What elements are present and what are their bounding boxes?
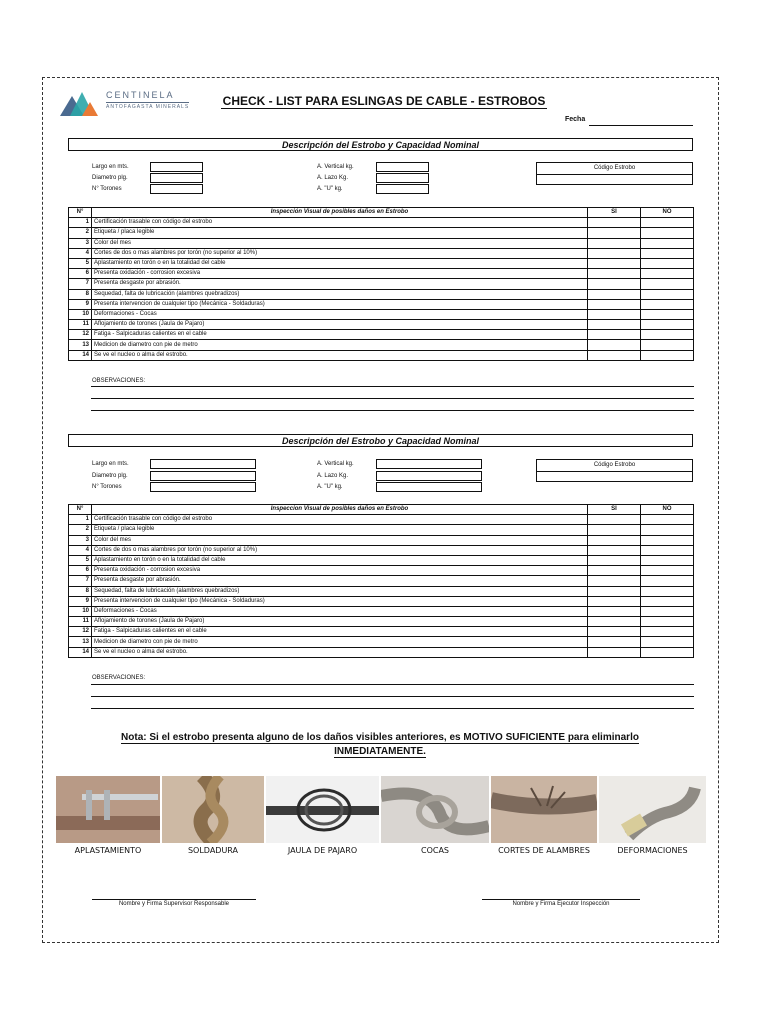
- document-title: CHECK - LIST PARA ESLINGAS DE CABLE - ESTROBOS: [222, 94, 546, 108]
- table-row: [69, 340, 694, 350]
- label-torones: N° Torones: [92, 186, 122, 192]
- table-row: [69, 279, 694, 289]
- row-number: 1: [69, 218, 92, 228]
- input-diametro[interactable]: [150, 173, 203, 183]
- row-description: Color del mes: [92, 238, 588, 248]
- si-checkbox[interactable]: [588, 289, 641, 299]
- no-checkbox[interactable]: [641, 350, 694, 360]
- no-checkbox[interactable]: [641, 218, 694, 228]
- col-desc-header: Inspección Visual de posibles daños en Estrobo: [92, 208, 588, 218]
- table-row: [69, 627, 694, 637]
- row-description: Certificación trasable con código del estrobo: [92, 218, 588, 228]
- no-checkbox[interactable]: [641, 299, 694, 309]
- row-description: Aplastamiento en torón o en la totalidad del cable: [92, 555, 588, 565]
- caption-aplastamiento: APLASTAMIENTO: [74, 846, 142, 855]
- row-number: 10: [69, 606, 92, 616]
- si-checkbox[interactable]: [588, 258, 641, 268]
- si-checkbox[interactable]: [588, 606, 641, 616]
- label-diametro: Diametro plg.: [92, 175, 128, 181]
- caption-jaula-de-pajaro: JAULA DE PAJARO: [287, 846, 358, 855]
- signature-supervisor-line[interactable]: [92, 899, 256, 900]
- no-checkbox[interactable]: [641, 555, 694, 565]
- label-diametro: Diametro plg.: [92, 473, 128, 479]
- input-vertical[interactable]: [376, 459, 482, 469]
- row-number: 14: [69, 350, 92, 360]
- row-number: 8: [69, 586, 92, 596]
- caption-cocas: COCAS: [420, 846, 450, 855]
- observaciones-label: OBSERVACIONES:: [92, 378, 146, 384]
- row-description: Cortes de dos o mas alambres por torón (no superior al 10%): [92, 545, 588, 555]
- label-lazo: A. Lazo Kg.: [317, 175, 349, 181]
- si-checkbox[interactable]: [588, 218, 641, 228]
- table-row: [69, 647, 694, 657]
- row-number: 5: [69, 555, 92, 565]
- no-checkbox[interactable]: [641, 320, 694, 330]
- si-checkbox[interactable]: [588, 269, 641, 279]
- input-u[interactable]: [376, 184, 429, 194]
- si-checkbox[interactable]: [588, 647, 641, 657]
- row-description: Presenta desgaste por abrasión.: [92, 576, 588, 586]
- input-largo[interactable]: [150, 162, 203, 172]
- si-checkbox[interactable]: [588, 545, 641, 555]
- table-row: [69, 228, 694, 238]
- table-row: [69, 555, 694, 565]
- table-row: [69, 330, 694, 340]
- row-number: 3: [69, 238, 92, 248]
- si-checkbox[interactable]: [588, 525, 641, 535]
- codigo-estrobo-label: Código Estrobo: [537, 163, 692, 175]
- row-number: 9: [69, 596, 92, 606]
- no-checkbox[interactable]: [641, 228, 694, 238]
- label-vertical: A. Vertical kg.: [317, 164, 354, 170]
- input-torones[interactable]: [150, 482, 256, 492]
- row-description: Sequedad, falta de lubricación (alambres quebradizos): [92, 586, 588, 596]
- fecha-field[interactable]: [589, 125, 693, 126]
- no-checkbox[interactable]: [641, 279, 694, 289]
- si-checkbox[interactable]: [588, 320, 641, 330]
- table-row: [69, 566, 694, 576]
- col-num-header: N°: [69, 505, 92, 515]
- no-checkbox[interactable]: [641, 535, 694, 545]
- si-checkbox[interactable]: [588, 350, 641, 360]
- input-diametro[interactable]: [150, 471, 256, 481]
- row-number: 8: [69, 289, 92, 299]
- si-checkbox[interactable]: [588, 299, 641, 309]
- row-description: Fatiga - Salpicaduras calientes en el cable: [92, 627, 588, 637]
- signature-ejecutor-line[interactable]: [482, 899, 640, 900]
- no-checkbox[interactable]: [641, 525, 694, 535]
- si-checkbox[interactable]: [588, 340, 641, 350]
- table-row: [69, 535, 694, 545]
- codigo-estrobo-box[interactable]: [536, 459, 693, 482]
- input-vertical[interactable]: [376, 162, 429, 172]
- input-lazo[interactable]: [376, 471, 482, 481]
- col-si-header: SI: [588, 505, 641, 515]
- row-description: Presenta oxidación - corrosion excesiva: [92, 566, 588, 576]
- table-row: [69, 515, 694, 525]
- si-checkbox[interactable]: [588, 586, 641, 596]
- table-row: [69, 299, 694, 309]
- observaciones-line[interactable]: [91, 386, 694, 387]
- row-description: Presenta intervencion de cualquier tipo (Mecánica - Soldaduras): [92, 596, 588, 606]
- row-description: Presenta desgaste por abrasión.: [92, 279, 588, 289]
- col-no-header: NO: [641, 505, 694, 515]
- broken-wires-photo-icon: [491, 776, 597, 843]
- logo-subtitle: ANTOFAGASTA MINERALS: [106, 104, 190, 110]
- row-number: 12: [69, 330, 92, 340]
- signature-ejecutor-label: Nombre y Firma Ejecutor Inspección: [512, 901, 610, 907]
- no-checkbox[interactable]: [641, 258, 694, 268]
- no-checkbox[interactable]: [641, 647, 694, 657]
- logo-name: CENTINELA: [106, 90, 175, 100]
- deformed-cable-photo-icon: [599, 776, 706, 843]
- row-number: 5: [69, 258, 92, 268]
- inspection-table-2: [68, 504, 694, 658]
- birdcage-cable-photo-icon: [266, 776, 379, 843]
- label-u: A. "U" kg.: [317, 484, 343, 490]
- caliper-cable-photo-icon: [56, 776, 160, 843]
- label-lazo: A. Lazo Kg.: [317, 473, 349, 479]
- no-checkbox[interactable]: [641, 586, 694, 596]
- no-checkbox[interactable]: [641, 566, 694, 576]
- row-description: Certificación trasable con código del estrobo: [92, 515, 588, 525]
- caption-cortes-de-alambres: CORTES DE ALAMBRES: [498, 846, 590, 855]
- col-no-header: NO: [641, 208, 694, 218]
- observaciones-line[interactable]: [91, 684, 694, 685]
- row-number: 11: [69, 320, 92, 330]
- row-description: Presenta intervencion de cualquier tipo (Mecánica - Soldaduras): [92, 299, 588, 309]
- nota-line-2: INMEDIATAMENTE.: [334, 746, 426, 757]
- no-checkbox[interactable]: [641, 627, 694, 637]
- no-checkbox[interactable]: [641, 606, 694, 616]
- si-checkbox[interactable]: [588, 228, 641, 238]
- row-number: 3: [69, 535, 92, 545]
- no-checkbox[interactable]: [641, 248, 694, 258]
- nota-warning: [80, 731, 680, 759]
- row-number: 13: [69, 637, 92, 647]
- signature-supervisor-label: Nombre y Firma Supervisor Responsable: [118, 901, 230, 907]
- observaciones-line[interactable]: [91, 708, 694, 709]
- row-number: 6: [69, 269, 92, 279]
- row-description: Sequedad, falta de lubricación (alambres quebradizos): [92, 289, 588, 299]
- row-number: 14: [69, 647, 92, 657]
- si-checkbox[interactable]: [588, 637, 641, 647]
- table-row: [69, 269, 694, 279]
- table-row: [69, 258, 694, 268]
- input-lazo[interactable]: [376, 173, 429, 183]
- no-checkbox[interactable]: [641, 269, 694, 279]
- table-row: [69, 309, 694, 319]
- row-description: Color del mes: [92, 535, 588, 545]
- row-description: Etiqueta / placa legible: [92, 525, 588, 535]
- si-checkbox[interactable]: [588, 515, 641, 525]
- input-torones[interactable]: [150, 184, 203, 194]
- nota-line-1: Nota: Si el estrobo presenta alguno de los daños visibles anteriores, es MOTIVO SUFICIENTE para eliminarlo: [121, 732, 639, 743]
- caption-soldadura: SOLDADURA: [187, 846, 239, 855]
- observaciones-line[interactable]: [91, 696, 694, 697]
- no-checkbox[interactable]: [641, 596, 694, 606]
- row-description: Se ve el nucleo o alma del estrobo.: [92, 350, 588, 360]
- si-checkbox[interactable]: [588, 555, 641, 565]
- table-row: [69, 238, 694, 248]
- si-checkbox[interactable]: [588, 627, 641, 637]
- si-checkbox[interactable]: [588, 617, 641, 627]
- table-row: [69, 525, 694, 535]
- row-number: 12: [69, 627, 92, 637]
- observaciones-label: OBSERVACIONES:: [92, 675, 146, 681]
- row-description: Fatiga - Salpicaduras calientes en el cable: [92, 330, 588, 340]
- label-largo: Largo en mts.: [92, 461, 129, 467]
- row-number: 2: [69, 228, 92, 238]
- codigo-estrobo-label: Código Estrobo: [537, 460, 692, 472]
- no-checkbox[interactable]: [641, 576, 694, 586]
- row-description: Aflojamiento de torones (Jaula de Pajaro): [92, 320, 588, 330]
- kinked-cable-photo-icon: [381, 776, 489, 843]
- table-row: [69, 248, 694, 258]
- row-number: 4: [69, 248, 92, 258]
- observaciones-line[interactable]: [91, 410, 694, 411]
- col-desc-header: Inspeccion Visual de posibles daños en Estrobo: [92, 505, 588, 515]
- table-row: [69, 586, 694, 596]
- table-row: [69, 545, 694, 555]
- row-description: Se ve el nucleo o alma del estrobo.: [92, 647, 588, 657]
- caption-deformaciones: DEFORMACIONES: [617, 846, 688, 855]
- table-row: [69, 617, 694, 627]
- table-row: [69, 606, 694, 616]
- no-checkbox[interactable]: [641, 330, 694, 340]
- row-number: 4: [69, 545, 92, 555]
- row-number: 9: [69, 299, 92, 309]
- col-si-header: SI: [588, 208, 641, 218]
- row-description: Medicion de diametro con pie de metro: [92, 637, 588, 647]
- table-row: [69, 350, 694, 360]
- row-description: Presenta oxidación - corrosion excesiva: [92, 269, 588, 279]
- row-description: Etiqueta / placa legible: [92, 228, 588, 238]
- section-2-title: Descripción del Estrobo y Capacidad Nominal: [68, 434, 693, 447]
- no-checkbox[interactable]: [641, 515, 694, 525]
- no-checkbox[interactable]: [641, 238, 694, 248]
- si-checkbox[interactable]: [588, 596, 641, 606]
- si-checkbox[interactable]: [588, 279, 641, 289]
- no-checkbox[interactable]: [641, 289, 694, 299]
- si-checkbox[interactable]: [588, 309, 641, 319]
- label-vertical: A. Vertical kg.: [317, 461, 354, 467]
- si-checkbox[interactable]: [588, 330, 641, 340]
- row-number: 13: [69, 340, 92, 350]
- row-description: Medicion de diametro con pie de metro: [92, 340, 588, 350]
- label-u: A. "U" kg.: [317, 186, 343, 192]
- no-checkbox[interactable]: [641, 340, 694, 350]
- no-checkbox[interactable]: [641, 545, 694, 555]
- table-row: [69, 637, 694, 647]
- table-row: [69, 596, 694, 606]
- label-largo: Largo en mts.: [92, 164, 129, 170]
- row-description: Deformaciones - Cocas: [92, 309, 588, 319]
- si-checkbox[interactable]: [588, 535, 641, 545]
- si-checkbox[interactable]: [588, 566, 641, 576]
- table-row: [69, 289, 694, 299]
- no-checkbox[interactable]: [641, 309, 694, 319]
- inspection-table-1: [68, 207, 694, 361]
- braided-cable-photo-icon: [162, 776, 264, 843]
- row-description: Deformaciones - Cocas: [92, 606, 588, 616]
- row-description: Aplastamiento en torón o en la totalidad del cable: [92, 258, 588, 268]
- input-largo[interactable]: [150, 459, 256, 469]
- si-checkbox[interactable]: [588, 576, 641, 586]
- section-1-title: Descripción del Estrobo y Capacidad Nominal: [68, 138, 693, 151]
- no-checkbox[interactable]: [641, 617, 694, 627]
- row-number: 7: [69, 576, 92, 586]
- row-number: 10: [69, 309, 92, 319]
- si-checkbox[interactable]: [588, 238, 641, 248]
- codigo-estrobo-box[interactable]: [536, 162, 693, 185]
- fecha-label: Fecha: [565, 116, 586, 123]
- label-torones: N° Torones: [92, 484, 122, 490]
- row-description: Aflojamiento de torones (Jaula de Pajaro): [92, 617, 588, 627]
- si-checkbox[interactable]: [588, 248, 641, 258]
- observaciones-line[interactable]: [91, 398, 694, 399]
- col-num-header: N°: [69, 208, 92, 218]
- row-number: 2: [69, 525, 92, 535]
- table-row: [69, 576, 694, 586]
- row-number: 11: [69, 617, 92, 627]
- row-number: 7: [69, 279, 92, 289]
- table-row: [69, 218, 694, 228]
- no-checkbox[interactable]: [641, 637, 694, 647]
- row-description: Cortes de dos o mas alambres por torón (no superior al 10%): [92, 248, 588, 258]
- table-row: [69, 320, 694, 330]
- input-u[interactable]: [376, 482, 482, 492]
- row-number: 6: [69, 566, 92, 576]
- row-number: 1: [69, 515, 92, 525]
